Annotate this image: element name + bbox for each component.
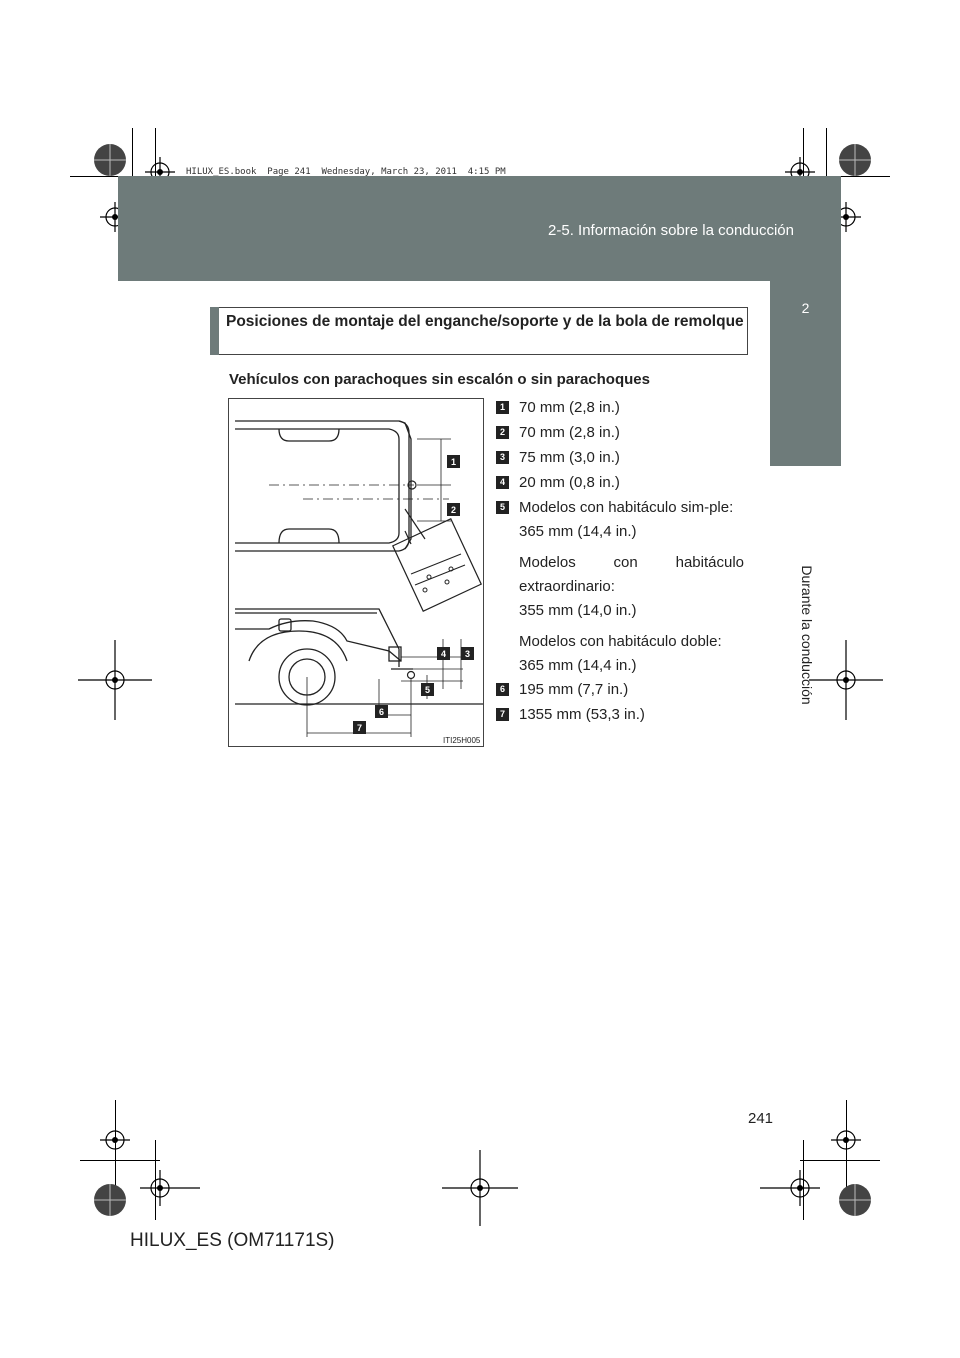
item-number-badge: 5 — [496, 501, 509, 514]
list-item — [496, 421, 744, 445]
item-text: Modelos con habitáculo sim-ple: — [519, 499, 734, 516]
figure-callout: 6 — [378, 707, 385, 717]
hitch-diagram-drawing — [229, 399, 483, 746]
chapter-label: Durante la conducción — [799, 565, 815, 705]
footer-code: HILUX_ES (OM71171S) — [130, 1230, 335, 1251]
chapter-number: 2 — [801, 300, 810, 316]
item-number-badge: 7 — [496, 708, 509, 721]
item-value: 355 mm (14,0 in.) — [519, 602, 637, 619]
item-text: 1355 mm (53,3 in.) — [519, 706, 645, 723]
item-number-badge: 1 — [496, 401, 509, 414]
list-item — [496, 396, 744, 420]
item-text: 20 mm (0,8 in.) — [519, 474, 620, 491]
figure-callout: 5 — [424, 685, 431, 695]
item-value: 365 mm (14,4 in.) — [519, 523, 637, 540]
item-number-badge: 2 — [496, 426, 509, 439]
item-text: 195 mm (7,7 in.) — [519, 681, 629, 698]
page-number: 241 — [748, 1110, 774, 1127]
figure-callout: 1 — [450, 457, 457, 467]
item-number-badge: 3 — [496, 451, 509, 464]
subheading: Vehículos con parachoques sin escalón o sin parachoques — [229, 371, 650, 388]
list-item — [496, 446, 744, 470]
measurement-list — [496, 396, 744, 728]
item-text: 70 mm (2,8 in.) — [519, 424, 620, 441]
list-item — [496, 496, 744, 544]
list-item — [496, 678, 744, 702]
figure-callout: 7 — [356, 723, 363, 733]
heading: Posiciones de montaje del enganche/soporte y de la bola de remolque — [226, 313, 744, 330]
figure-callout: 4 — [440, 649, 447, 659]
section-title: 2-5. Información sobre la conducción — [548, 222, 794, 239]
heading-accent — [210, 307, 219, 355]
figure-callout: 3 — [464, 649, 471, 659]
hitch-diagram — [228, 398, 484, 747]
list-item — [496, 703, 744, 727]
item-number-badge: 4 — [496, 476, 509, 489]
item-text: 70 mm (2,8 in.) — [519, 399, 620, 416]
item-text: 75 mm (3,0 in.) — [519, 449, 620, 466]
item-value: 365 mm (14,4 in.) — [519, 657, 637, 674]
item-number-badge: 6 — [496, 683, 509, 696]
book-stamp: HILUX_ES.book Page 241 Wednesday, March 23, 2011 4:15 PM — [186, 167, 506, 177]
figure-callout: 2 — [450, 505, 457, 515]
figure-code: ITI25H005 — [443, 736, 481, 745]
item-subtext: Modelos con habitáculo extraordinario: — [519, 554, 744, 595]
item-subtext: Modelos con habitáculo doble: — [519, 633, 722, 650]
list-item — [496, 471, 744, 495]
